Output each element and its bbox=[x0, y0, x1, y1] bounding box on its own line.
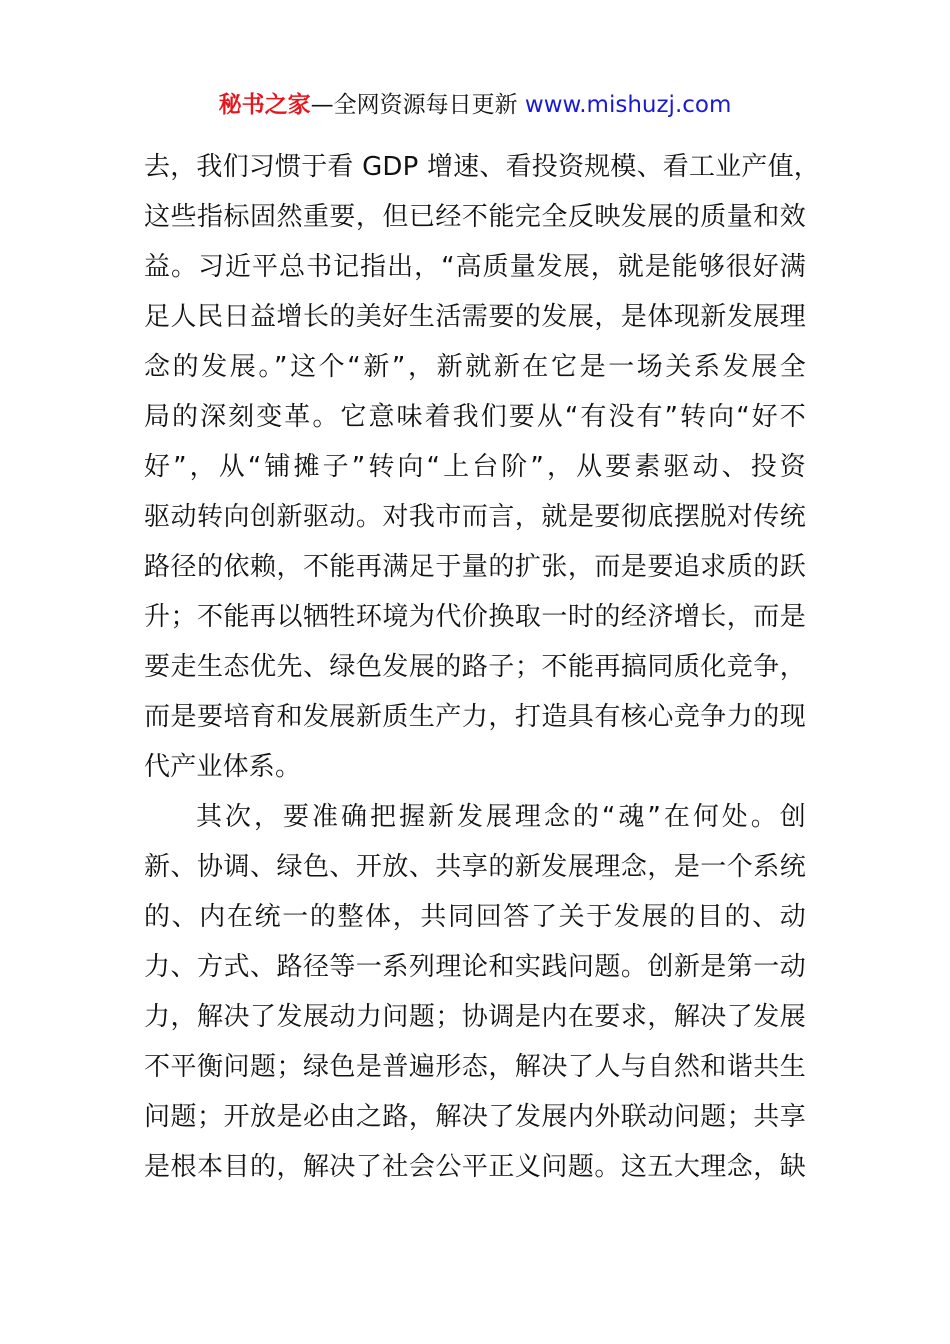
text-line: 这些指标固然重要，但已经不能完全反映发展的质量和效 bbox=[144, 202, 806, 232]
text-line: 足人民日益增长的美好生活需要的发展，是体现新发展理 bbox=[144, 302, 806, 332]
header-tagline: —全网资源每日更新 bbox=[310, 92, 525, 118]
text-line: 升；不能再以牺牲环境为代价换取一时的经济增长，而是 bbox=[144, 602, 806, 632]
site-url-link[interactable]: www.mishuzj.com bbox=[524, 92, 732, 118]
text-line: 力、方式、路径等一系列理论和实践问题。创新是第一动 bbox=[144, 952, 806, 982]
text-line: 力，解决了发展动力问题；协调是内在要求，解决了发展 bbox=[144, 1002, 806, 1032]
paragraph-end-line: 代产业体系。 bbox=[144, 752, 302, 782]
text-line: 而是要培育和发展新质生产力，打造具有核心竞争力的现 bbox=[144, 702, 806, 732]
text-line: 驱动转向创新驱动。对我市而言，就是要彻底摆脱对传统 bbox=[144, 502, 806, 532]
paragraph-start-line: 其次，要准确把握新发展理念的“魂”在何处。创 bbox=[196, 802, 806, 832]
text-line: 益。习近平总书记指出，“高质量发展，就是能够很好满 bbox=[144, 252, 806, 282]
text-line: 是根本目的，解决了社会公平正义问题。这五大理念，缺 bbox=[144, 1152, 806, 1182]
text-line: 新、协调、绿色、开放、共享的新发展理念，是一个系统 bbox=[144, 852, 806, 882]
body-text bbox=[144, 142, 820, 1192]
text-line: 的、内在统一的整体，共同回答了关于发展的目的、动 bbox=[144, 902, 806, 932]
text-line: 要走生态优先、绿色发展的路子；不能再搞同质化竞争， bbox=[144, 652, 806, 682]
text-line: 好”，从“铺摊子”转向“上台阶”，从要素驱动、投资 bbox=[144, 452, 806, 482]
page-header bbox=[0, 88, 950, 122]
text-line: 不平衡问题；绿色是普遍形态，解决了人与自然和谐共生 bbox=[144, 1052, 806, 1082]
text-line: 路径的依赖，不能再满足于量的扩张，而是要追求质的跃 bbox=[144, 552, 806, 582]
text-line: 念的发展。”这个“新”，新就新在它是一场关系发展全 bbox=[144, 352, 806, 382]
brand-name: 秘书之家 bbox=[218, 92, 311, 118]
text-line: 问题；开放是必由之路，解决了发展内外联动问题；共享 bbox=[144, 1102, 806, 1132]
text-line: 局的深刻变革。它意味着我们要从“有没有”转向“好不 bbox=[144, 402, 806, 432]
text-line: 去，我们习惯于看 GDP 增速、看投资规模、看工业产值， bbox=[144, 152, 820, 182]
